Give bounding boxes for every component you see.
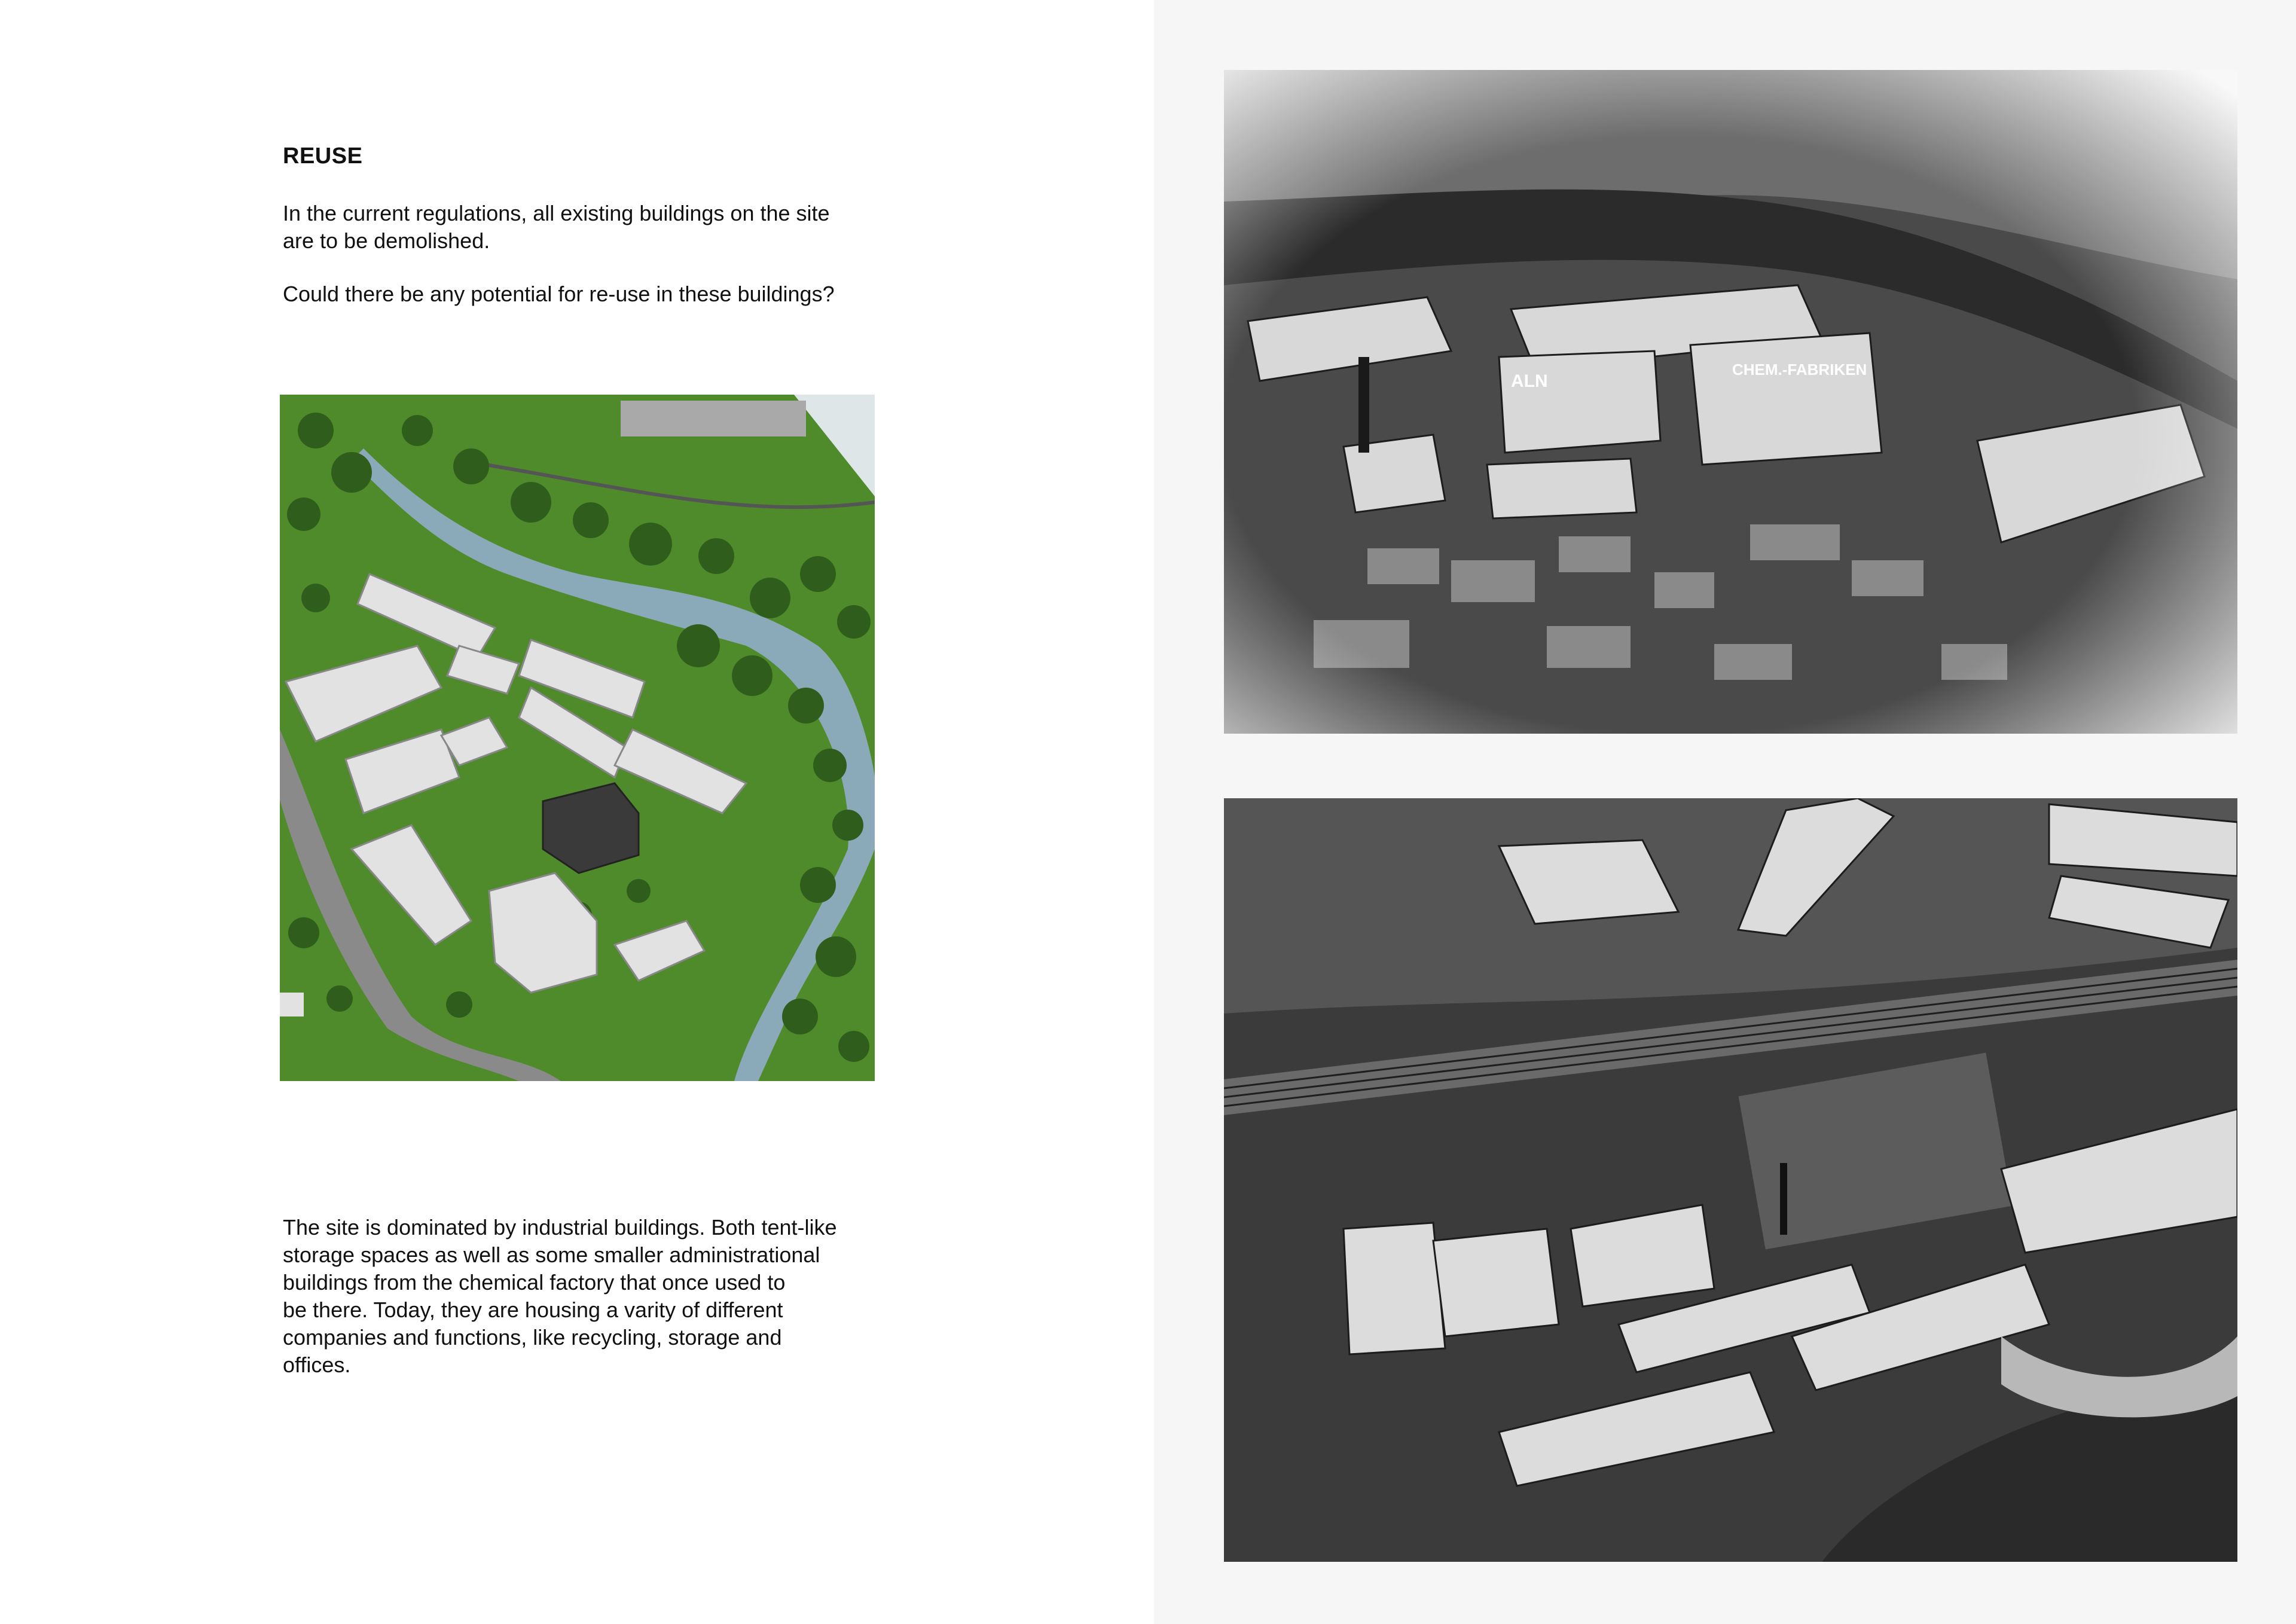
site-description-paragraph: The site is dominated by industrial buildings. Both tent-like storage spaces as well as some smaller administrational buildings from the chemical factory that once used to be there. Today, they are housing a varity of different companies and functions, like recycling, storage and offices.: [283, 1215, 837, 1377]
aerial-photo-top-drawing: [1224, 70, 2237, 734]
dark-building: [543, 783, 639, 873]
chimney: [1780, 1163, 1787, 1235]
aerial-photo-bottom-drawing: [1224, 798, 2237, 1562]
photo-vignette: [1224, 70, 2237, 734]
section-heading: REUSE: [283, 144, 363, 169]
question-paragraph: Could there be any potential for re-use in these buildings?: [283, 282, 835, 306]
site-3d-model-image: [280, 395, 875, 1081]
edge-building: [280, 993, 304, 1016]
site-model-drawing: [280, 395, 875, 1081]
historical-aerial-photo-top: [1224, 70, 2237, 734]
distant-building: [621, 401, 806, 436]
intro-paragraph: In the current regulations, all existing buildings on the site are to be demolished.: [283, 201, 830, 253]
historical-aerial-photo-bottom: [1224, 798, 2237, 1562]
